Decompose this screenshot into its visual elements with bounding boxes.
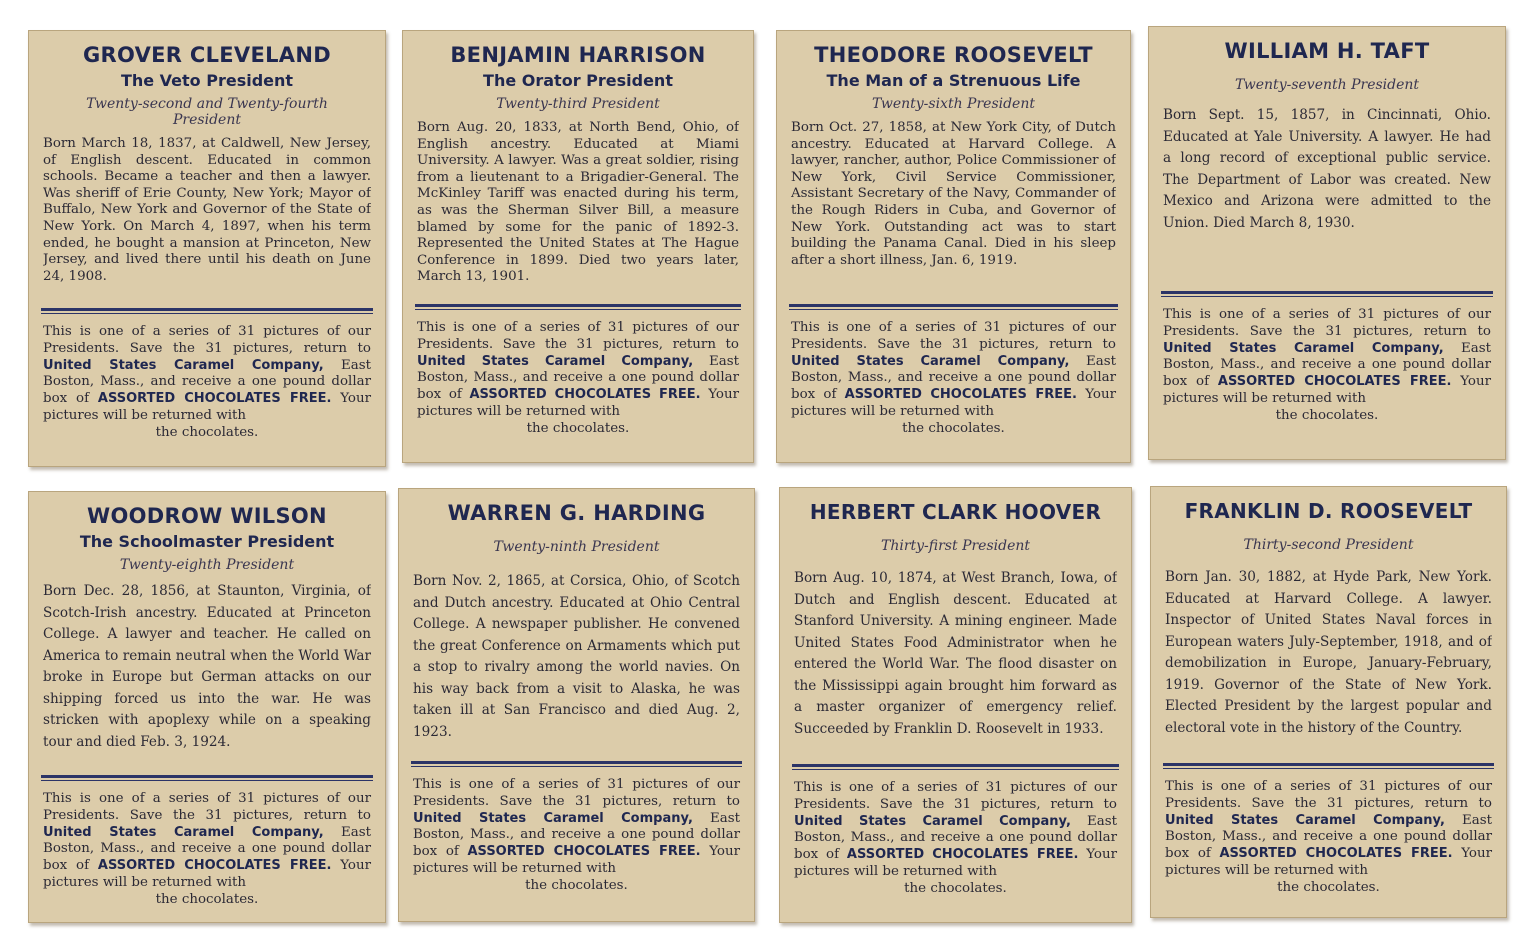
divider-rule — [789, 304, 1118, 310]
divider-rule — [41, 308, 373, 314]
president-name: WILLIAM H. TAFT — [1224, 39, 1430, 63]
promo-line-4: the chocolates. — [525, 877, 628, 893]
promo-line-3: Your pictures will be returned with — [791, 387, 1116, 419]
promo-line-1: This is one of a series of 31 pictures of our Presidents. Save the 31 pictures, return to — [791, 320, 1116, 352]
promo-line-3: Your pictures will be returned with — [43, 391, 372, 423]
president-ordinal: Twenty-second and Twenty-fourth President — [86, 96, 328, 128]
promo-line-1: This is one of a series of 31 pictures of our Presidents. Save the 31 pictures, return to — [794, 780, 1117, 812]
president-ordinal: Twenty-ninth President — [493, 539, 660, 555]
president-nickname: The Veto President — [120, 71, 294, 90]
president-name: FRANKLIN D. ROOSEVELT — [1184, 499, 1473, 523]
president-bio: Born Aug. 20, 1833, at North Bend, Ohio, of English ancestry. Educated at Miami University. A lawyer. Was a great soldier, rising from a lieutenant to a Brigadier-General. The McKinley Tariff was enacted during his term, as was the Sherman Silver Bill, a measure blamed by some for the panic of 1892-3. Represented the United States at The Hague Conference in 1899. Died two years later, March 13, 1901. — [417, 120, 739, 285]
product-name: ASSORTED CHOCOLATES FREE. — [469, 387, 701, 403]
promo-text — [43, 791, 371, 909]
promo-line-3: Your pictures will be returned with — [417, 387, 740, 419]
promo-line-1: This is one of a series of 31 pictures of our Presidents. Save the 31 pictures, return to — [1165, 779, 1492, 811]
promo-line-3: Your pictures will be returned with — [43, 858, 372, 890]
divider-rule — [1163, 763, 1494, 769]
card-grover-cleveland — [28, 30, 386, 467]
product-name: ASSORTED CHOCOLATES FREE. — [97, 391, 332, 407]
promo-line-1: This is one of a series of 31 pictures of our Presidents. Save the 31 pictures, return to — [417, 320, 739, 352]
president-bio: Born Oct. 27, 1858, at New York City, of Dutch ancestry. Educated at Harvard College. A lawyer, rancher, author, Police Commissioner of New York, Civil Service Commissioner, Assistant Secretary of the Navy, Commander of the Rough Riders in Cuba, and Governor of New York. Outstanding act was to start building the Panama Canal. Died in his sleep after a short illness, Jan. 6, 1919. — [791, 120, 1116, 268]
promo-line-4: the chocolates. — [904, 880, 1007, 896]
president-bio: Born Dec. 28, 1856, at Staunton, Virginia, of Scotch-Irish ancestry. Educated at Princeton College. A lawyer and teacher. He called on America to remain neutral when the World War broke in Europe but German attacks on our shipping forced us into the war. He was stricken with apoplexy while on a speaking tour and died Feb. 3, 1924. — [43, 583, 371, 750]
president-name: WARREN G. HARDING — [447, 501, 706, 525]
company-name: United States Caramel Company, — [791, 353, 1070, 369]
promo-line-2: East Boston, Mass., and receive a one pound dollar box of — [413, 810, 740, 860]
president-bio: Born Sept. 15, 1857, in Cincinnati, Ohio. Educated at Yale University. A lawyer. He had a long record of exceptional public service. The Department of Labor was created. New Mexico and Arizona were admitted to the Union. Died March 8, 1930. — [1163, 107, 1491, 231]
promo-line-4: the chocolates. — [155, 424, 259, 440]
promo-line-2: East Boston, Mass., and receive a one pound dollar box of — [1165, 812, 1492, 862]
card-benjamin-harrison — [402, 30, 754, 463]
divider-rule — [41, 775, 373, 781]
promo-text — [1165, 779, 1492, 897]
product-name: ASSORTED CHOCOLATES FREE. — [1219, 846, 1453, 862]
promo-line-2: East Boston, Mass., and receive a one pound dollar box of — [794, 813, 1117, 863]
promo-line-2: East Boston, Mass., and receive a one pound dollar box of — [417, 353, 739, 403]
card-theodore-roosevelt — [776, 30, 1131, 463]
card-franklin-roosevelt — [1150, 486, 1507, 918]
promo-text — [43, 324, 371, 442]
president-nickname: The Man of a Strenuous Life — [826, 71, 1081, 90]
divider-rule — [411, 761, 742, 767]
promo-line-4: the chocolates. — [1275, 407, 1379, 423]
promo-line-3: Your pictures will be returned with — [1163, 374, 1492, 406]
promo-line-1: This is one of a series of 31 pictures of our Presidents. Save the 31 pictures, return to — [1163, 307, 1491, 339]
president-bio: Born Nov. 2, 1865, at Corsica, Ohio, of Scotch and Dutch ancestry. Educated at Ohio Central College. A newspaper publisher. He convened the great Conference on Armaments which put a stop to rivalry among the world navies. On his way back from a visit to Alaska, he was taken ill at San Francisco and died Aug. 2, 1923. — [413, 573, 740, 740]
president-nickname: The Orator President — [483, 71, 673, 90]
promo-line-4: the chocolates. — [155, 891, 259, 907]
president-ordinal: Twenty-seventh President — [1234, 77, 1420, 93]
promo-text — [791, 320, 1116, 438]
company-name: United States Caramel Company, — [417, 353, 694, 369]
president-ordinal: Twenty-sixth President — [872, 96, 1035, 112]
president-ordinal: Twenty-eighth President — [119, 557, 295, 573]
promo-line-2: East Boston, Mass., and receive a one pound dollar box of — [43, 824, 371, 874]
divider-rule — [1161, 291, 1493, 297]
promo-line-1: This is one of a series of 31 pictures of our Presidents. Save the 31 pictures, return to — [413, 777, 740, 809]
president-name: THEODORE ROOSEVELT — [814, 43, 1093, 67]
promo-line-3: Your pictures will be returned with — [413, 844, 741, 876]
promo-text — [1163, 307, 1491, 425]
promo-text — [794, 780, 1117, 898]
president-bio: Born Aug. 10, 1874, at West Branch, Iowa, of Dutch and English descent. Educated at Stanford University. A mining engineer. Made United States Food Administrator when he entered the World War. The flood disaster on the Mississippi again brought him forward as a master organizer of emergency relief. Succeeded by Franklin D. Roosevelt in 1933. — [794, 570, 1117, 737]
company-name: United States Caramel Company, — [413, 810, 693, 826]
president-name: GROVER CLEVELAND — [83, 43, 331, 67]
promo-line-2: East Boston, Mass., and receive a one pound dollar box of — [43, 357, 371, 407]
promo-line-2: East Boston, Mass., and receive a one pound dollar box of — [791, 353, 1116, 403]
president-ordinal: Twenty-third President — [496, 96, 660, 112]
card-warren-harding — [398, 488, 755, 922]
company-name: United States Caramel Company, — [43, 357, 324, 373]
promo-line-1: This is one of a series of 31 pictures of our Presidents. Save the 31 pictures, return to — [43, 324, 371, 356]
card-william-taft — [1148, 26, 1506, 460]
card-woodrow-wilson — [28, 491, 386, 923]
company-name: United States Caramel Company, — [1165, 812, 1445, 828]
president-bio: Born Jan. 30, 1882, at Hyde Park, New York. Educated at Harvard College. A lawyer. Inspector of United States Naval forces in European waters July-September, 1918, and of demobilization in Europe, January-February, 1919. Governor of the State of New York. Elected President by the largest popular and electoral vote in the history of the Country. — [1165, 569, 1492, 736]
company-name: United States Caramel Company, — [1163, 340, 1444, 356]
promo-text — [413, 777, 740, 895]
promo-line-3: Your pictures will be returned with — [1165, 846, 1493, 878]
divider-rule — [792, 764, 1119, 770]
president-bio: Born March 18, 1837, at Caldwell, New Jersey, of English descent. Educated in common schools. Became a teacher and then a lawyer. Was sheriff of Erie County, New York; Mayor of Buffalo, New York and Governor of the State of New York. On March 4, 1897, when his term ended, he bought a mansion at Princeton, New Jersey, and lived there until his death on June 24, 1908. — [43, 136, 371, 284]
divider-rule — [415, 304, 741, 310]
product-name: ASSORTED CHOCOLATES FREE. — [844, 387, 1077, 403]
promo-line-1: This is one of a series of 31 pictures of our Presidents. Save the 31 pictures, return to — [43, 791, 371, 823]
company-name: United States Caramel Company, — [794, 813, 1071, 829]
product-name: ASSORTED CHOCOLATES FREE. — [1217, 374, 1452, 390]
promo-line-3: Your pictures will be returned with — [794, 847, 1118, 879]
president-name: HERBERT CLARK HOOVER — [809, 500, 1102, 524]
president-name: BENJAMIN HARRISON — [450, 43, 706, 67]
president-ordinal: Thirty-second President — [1243, 537, 1414, 553]
promo-line-4: the chocolates. — [1277, 879, 1380, 895]
promo-text — [417, 320, 739, 438]
product-name: ASSORTED CHOCOLATES FREE. — [97, 858, 332, 874]
product-name: ASSORTED CHOCOLATES FREE. — [467, 844, 701, 860]
president-ordinal: Thirty-first President — [880, 538, 1031, 554]
president-nickname: The Schoolmaster President — [79, 532, 335, 551]
company-name: United States Caramel Company, — [43, 824, 324, 840]
president-name: WOODROW WILSON — [87, 504, 327, 528]
promo-line-4: the chocolates. — [526, 420, 630, 436]
promo-line-4: the chocolates. — [902, 420, 1005, 436]
card-herbert-hoover — [779, 487, 1132, 923]
product-name: ASSORTED CHOCOLATES FREE. — [846, 847, 1079, 863]
promo-line-2: East Boston, Mass., and receive a one pound dollar box of — [1163, 340, 1491, 390]
